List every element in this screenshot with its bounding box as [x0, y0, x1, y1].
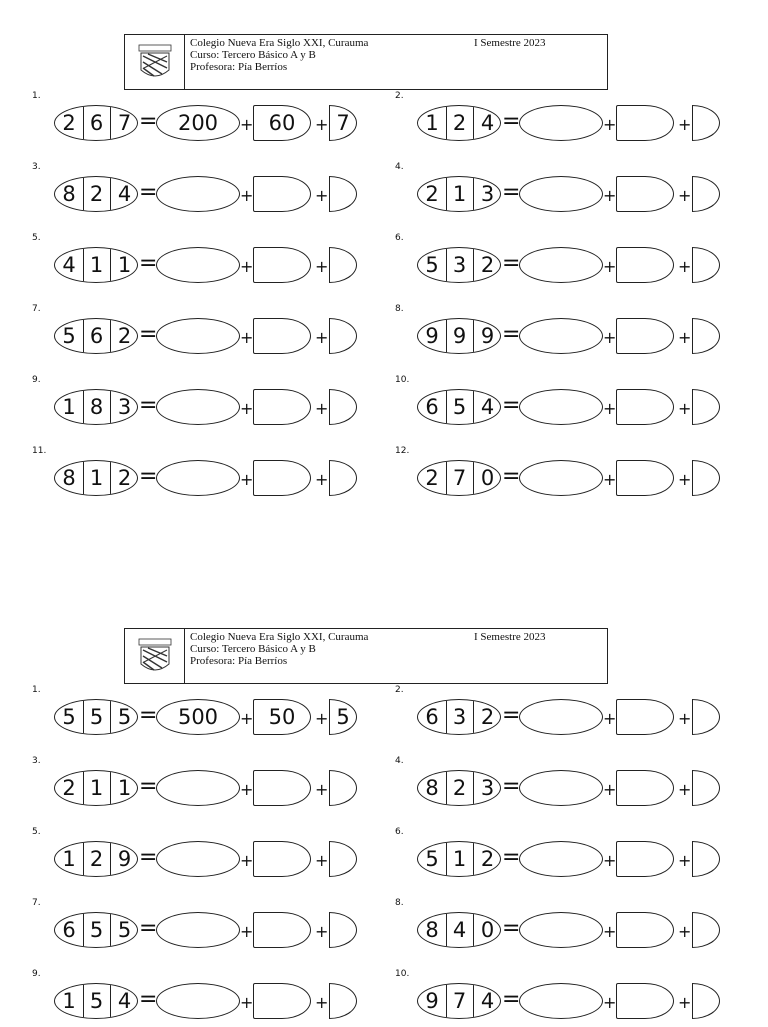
number-oval	[54, 770, 138, 806]
worksheet-header	[124, 34, 608, 90]
equals-sign: =	[502, 774, 521, 799]
plus-sign: +	[603, 257, 617, 276]
number-oval	[54, 983, 138, 1019]
exercise-item	[32, 233, 402, 291]
logo-cell	[125, 35, 185, 89]
exercise-item	[32, 827, 402, 885]
plus-sign: +	[315, 257, 329, 276]
exercise-item	[32, 756, 402, 814]
tens-answer-box[interactable]	[253, 247, 311, 283]
hundreds-digit: 1	[55, 390, 84, 424]
equals-sign: =	[502, 251, 521, 276]
number-oval	[417, 841, 501, 877]
ones-answer-box[interactable]	[692, 460, 720, 496]
hundreds-digit: 5	[55, 700, 84, 734]
number-oval	[417, 247, 501, 283]
hundreds-digit: 8	[55, 177, 84, 211]
number-oval	[54, 841, 138, 877]
semester-label: I Semestre 2023	[474, 37, 546, 49]
ones-digit: 2	[480, 705, 495, 729]
number-oval	[417, 699, 501, 735]
plus-sign: +	[315, 851, 329, 870]
plus-sign: +	[315, 993, 329, 1012]
ones-answer-box[interactable]	[329, 318, 357, 354]
tens-answer-box[interactable]	[616, 983, 674, 1019]
ones-answer-box[interactable]	[329, 460, 357, 496]
exercise-number: 2.	[395, 91, 404, 101]
equals-sign: =	[139, 393, 158, 418]
hundreds-answer-box[interactable]	[156, 460, 240, 496]
hundreds-answer-box[interactable]: 200	[156, 105, 240, 141]
exercise-number: 9.	[32, 969, 41, 979]
equals-sign: =	[502, 180, 521, 205]
plus-sign: +	[240, 709, 254, 728]
plus-sign: +	[240, 186, 254, 205]
tens-digit: 5	[83, 913, 111, 947]
exercise-item	[395, 898, 765, 956]
plus-sign: +	[603, 922, 617, 941]
ones-answer-box[interactable]	[329, 176, 357, 212]
tens-answer-box[interactable]: 60	[253, 105, 311, 141]
exercise-number: 7.	[32, 304, 41, 314]
exercise-number: 1.	[32, 91, 41, 101]
number-oval	[54, 699, 138, 735]
hundreds-digit: 1	[55, 984, 84, 1018]
tens-digit: 7	[446, 461, 474, 495]
exercise-item	[395, 233, 765, 291]
equals-sign: =	[139, 180, 158, 205]
plus-sign: +	[240, 399, 254, 418]
equals-sign: =	[139, 845, 158, 870]
exercise-number: 1.	[32, 685, 41, 695]
equals-sign: =	[139, 322, 158, 347]
hundreds-answer-box[interactable]	[519, 176, 603, 212]
plus-sign: +	[315, 922, 329, 941]
hundreds-digit: 4	[55, 248, 84, 282]
plus-sign: +	[603, 399, 617, 418]
equals-sign: =	[502, 393, 521, 418]
plus-sign: +	[678, 115, 692, 134]
course-name: Curso: Tercero Básico A y B	[190, 643, 316, 655]
ones-digit: 0	[480, 466, 495, 490]
ones-digit: 4	[480, 989, 495, 1013]
tens-digit: 7	[446, 984, 474, 1018]
school-name: Colegio Nueva Era Siglo XXI, Curauma	[190, 631, 369, 643]
exercise-item	[32, 375, 402, 433]
ones-digit: 9	[117, 847, 132, 871]
plus-sign: +	[240, 257, 254, 276]
exercise-item	[395, 304, 765, 362]
exercise-item	[395, 162, 765, 220]
hundreds-digit: 6	[55, 913, 84, 947]
hundreds-answer-box[interactable]	[519, 699, 603, 735]
ones-digit: 2	[117, 324, 132, 348]
ones-answer-box[interactable]	[692, 770, 720, 806]
tens-answer-box[interactable]	[616, 912, 674, 948]
ones-digit: 2	[480, 253, 495, 277]
number-oval	[54, 318, 138, 354]
plus-sign: +	[240, 328, 254, 347]
exercise-number: 7.	[32, 898, 41, 908]
hundreds-answer-box[interactable]	[156, 389, 240, 425]
hundreds-answer-box[interactable]	[156, 247, 240, 283]
exercise-number: 4.	[395, 756, 404, 766]
tens-digit: 3	[446, 248, 474, 282]
ones-answer-box[interactable]: 5	[329, 699, 357, 735]
plus-sign: +	[240, 115, 254, 134]
hundreds-digit: 8	[55, 461, 84, 495]
exercise-item	[395, 91, 765, 149]
tens-digit: 2	[83, 842, 111, 876]
school-crest-icon	[138, 638, 172, 676]
teacher-name: Profesora: Pía Berríos	[190, 655, 288, 667]
hundreds-answer-box[interactable]	[519, 460, 603, 496]
exercise-number: 5.	[32, 827, 41, 837]
hundreds-answer-box[interactable]: 500	[156, 699, 240, 735]
tens-answer-box[interactable]: 50	[253, 699, 311, 735]
equals-sign: =	[502, 987, 521, 1012]
hundreds-answer-box[interactable]	[156, 770, 240, 806]
ones-answer-box[interactable]	[692, 176, 720, 212]
equals-sign: =	[139, 251, 158, 276]
teacher-name: Profesora: Pía Berríos	[190, 61, 288, 73]
hundreds-answer-box[interactable]	[519, 318, 603, 354]
ones-answer-box[interactable]	[692, 105, 720, 141]
plus-sign: +	[678, 780, 692, 799]
ones-digit: 0	[480, 918, 495, 942]
ones-answer-box[interactable]	[692, 389, 720, 425]
plus-sign: +	[315, 709, 329, 728]
hundreds-digit: 8	[418, 771, 447, 805]
equals-sign: =	[502, 322, 521, 347]
school-crest-icon	[138, 44, 172, 82]
hundreds-answer-box[interactable]	[519, 105, 603, 141]
plus-sign: +	[678, 328, 692, 347]
number-oval	[54, 105, 138, 141]
plus-sign: +	[603, 115, 617, 134]
hundreds-digit: 5	[418, 842, 447, 876]
tens-digit: 6	[83, 319, 111, 353]
school-name: Colegio Nueva Era Siglo XXI, Curauma	[190, 37, 369, 49]
ones-answer-box[interactable]	[692, 841, 720, 877]
plus-sign: +	[678, 257, 692, 276]
hundreds-answer-box[interactable]	[519, 841, 603, 877]
tens-answer-box[interactable]	[616, 176, 674, 212]
hundreds-digit: 6	[418, 700, 447, 734]
ones-digit: 4	[117, 989, 132, 1013]
plus-sign: +	[315, 780, 329, 799]
plus-sign: +	[315, 470, 329, 489]
number-oval	[54, 460, 138, 496]
exercise-item	[395, 375, 765, 433]
number-oval	[417, 318, 501, 354]
exercise-number: 3.	[32, 756, 41, 766]
equals-sign: =	[502, 109, 521, 134]
ones-digit: 3	[480, 182, 495, 206]
ones-answer-box[interactable]	[329, 841, 357, 877]
equals-sign: =	[502, 916, 521, 941]
tens-digit: 2	[83, 177, 111, 211]
hundreds-answer-box[interactable]	[519, 247, 603, 283]
tens-digit: 1	[83, 771, 111, 805]
plus-sign: +	[240, 922, 254, 941]
exercise-item	[32, 969, 402, 1027]
header-info	[190, 631, 368, 667]
plus-sign: +	[603, 993, 617, 1012]
equals-sign: =	[502, 464, 521, 489]
equals-sign: =	[139, 703, 158, 728]
plus-sign: +	[240, 851, 254, 870]
plus-sign: +	[603, 851, 617, 870]
ones-digit: 4	[480, 395, 495, 419]
logo-cell	[125, 629, 185, 683]
tens-answer-box[interactable]	[616, 841, 674, 877]
ones-answer-box[interactable]	[692, 247, 720, 283]
tens-answer-box[interactable]	[616, 105, 674, 141]
tens-answer-box[interactable]	[253, 176, 311, 212]
exercise-number: 6.	[395, 233, 404, 243]
tens-digit: 2	[446, 106, 474, 140]
tens-digit: 3	[446, 700, 474, 734]
ones-digit: 1	[117, 253, 132, 277]
plus-sign: +	[603, 780, 617, 799]
exercise-item	[395, 827, 765, 885]
hundreds-answer-box[interactable]	[156, 318, 240, 354]
ones-digit: 3	[480, 776, 495, 800]
hundreds-answer-box[interactable]	[519, 983, 603, 1019]
hundreds-digit: 2	[55, 106, 84, 140]
tens-digit: 1	[446, 177, 474, 211]
number-oval	[417, 176, 501, 212]
course-name: Curso: Tercero Básico A y B	[190, 49, 316, 61]
tens-answer-box[interactable]	[253, 318, 311, 354]
exercise-number: 6.	[395, 827, 404, 837]
tens-answer-box[interactable]	[253, 460, 311, 496]
tens-answer-box[interactable]	[616, 699, 674, 735]
exercise-number: 5.	[32, 233, 41, 243]
tens-digit: 5	[83, 700, 111, 734]
hundreds-digit: 8	[418, 913, 447, 947]
exercise-item	[395, 969, 765, 1027]
exercise-number: 9.	[32, 375, 41, 385]
number-oval	[417, 770, 501, 806]
exercise-number: 8.	[395, 304, 404, 314]
hundreds-digit: 6	[418, 390, 447, 424]
semester-label: I Semestre 2023	[474, 631, 546, 643]
hundreds-digit: 9	[418, 984, 447, 1018]
tens-answer-box[interactable]	[616, 770, 674, 806]
exercise-item	[32, 91, 402, 149]
tens-answer-box[interactable]	[616, 247, 674, 283]
exercise-number: 11.	[32, 446, 47, 456]
plus-sign: +	[315, 115, 329, 134]
exercise-item	[32, 898, 402, 956]
ones-digit: 7	[117, 111, 132, 135]
tens-answer-box[interactable]	[616, 389, 674, 425]
hundreds-digit: 2	[418, 177, 447, 211]
plus-sign: +	[678, 399, 692, 418]
tens-digit: 4	[446, 913, 474, 947]
hundreds-digit: 2	[55, 771, 84, 805]
plus-sign: +	[603, 470, 617, 489]
ones-answer-box[interactable]	[692, 318, 720, 354]
exercise-number: 12.	[395, 446, 410, 456]
exercise-item	[395, 685, 765, 743]
equals-sign: =	[139, 464, 158, 489]
tens-digit: 2	[446, 771, 474, 805]
ones-answer-box[interactable]	[692, 912, 720, 948]
ones-digit: 9	[480, 324, 495, 348]
hundreds-digit: 1	[55, 842, 84, 876]
hundreds-digit: 1	[418, 106, 447, 140]
number-oval	[417, 105, 501, 141]
ones-answer-box[interactable]	[329, 389, 357, 425]
tens-answer-box[interactable]	[616, 460, 674, 496]
exercise-number: 10.	[395, 375, 410, 385]
ones-digit: 4	[117, 182, 132, 206]
tens-answer-box[interactable]	[253, 983, 311, 1019]
plus-sign: +	[240, 470, 254, 489]
plus-sign: +	[678, 186, 692, 205]
plus-sign: +	[315, 328, 329, 347]
plus-sign: +	[678, 709, 692, 728]
worksheet-header	[124, 628, 608, 684]
exercise-number: 2.	[395, 685, 404, 695]
ones-answer-box[interactable]	[329, 983, 357, 1019]
hundreds-answer-box[interactable]	[519, 389, 603, 425]
ones-answer-box[interactable]: 7	[329, 105, 357, 141]
ones-answer-box[interactable]	[329, 247, 357, 283]
tens-answer-box[interactable]	[253, 389, 311, 425]
tens-digit: 8	[83, 390, 111, 424]
number-oval	[54, 176, 138, 212]
number-oval	[54, 389, 138, 425]
plus-sign: +	[240, 993, 254, 1012]
ones-digit: 4	[480, 111, 495, 135]
plus-sign: +	[678, 993, 692, 1012]
exercise-number: 4.	[395, 162, 404, 172]
hundreds-digit: 5	[55, 319, 84, 353]
number-oval	[417, 389, 501, 425]
ones-answer-box[interactable]	[692, 699, 720, 735]
tens-answer-box[interactable]	[253, 912, 311, 948]
exercise-item	[32, 685, 402, 743]
tens-digit: 1	[83, 248, 111, 282]
hundreds-answer-box[interactable]	[156, 912, 240, 948]
header-info	[190, 37, 368, 73]
hundreds-digit: 2	[418, 461, 447, 495]
plus-sign: +	[678, 851, 692, 870]
exercise-item	[395, 446, 765, 504]
ones-digit: 2	[480, 847, 495, 871]
exercise-item	[32, 162, 402, 220]
plus-sign: +	[315, 186, 329, 205]
exercise-item	[395, 756, 765, 814]
tens-digit: 5	[83, 984, 111, 1018]
hundreds-digit: 9	[418, 319, 447, 353]
equals-sign: =	[139, 109, 158, 134]
plus-sign: +	[678, 470, 692, 489]
ones-digit: 2	[117, 466, 132, 490]
ones-digit: 5	[117, 705, 132, 729]
tens-digit: 1	[83, 461, 111, 495]
equals-sign: =	[502, 703, 521, 728]
equals-sign: =	[502, 845, 521, 870]
plus-sign: +	[603, 186, 617, 205]
number-oval	[54, 912, 138, 948]
ones-digit: 3	[117, 395, 132, 419]
tens-answer-box[interactable]	[253, 770, 311, 806]
number-oval	[54, 247, 138, 283]
hundreds-answer-box[interactable]	[156, 176, 240, 212]
ones-digit: 1	[117, 776, 132, 800]
number-oval	[417, 983, 501, 1019]
plus-sign: +	[240, 780, 254, 799]
tens-digit: 5	[446, 390, 474, 424]
hundreds-digit: 5	[418, 248, 447, 282]
number-oval	[417, 912, 501, 948]
tens-answer-box[interactable]	[253, 841, 311, 877]
ones-answer-box[interactable]	[329, 770, 357, 806]
exercise-number: 10.	[395, 969, 410, 979]
plus-sign: +	[603, 709, 617, 728]
equals-sign: =	[139, 774, 158, 799]
hundreds-answer-box[interactable]	[519, 912, 603, 948]
equals-sign: =	[139, 987, 158, 1012]
tens-digit: 6	[83, 106, 111, 140]
exercise-item	[32, 304, 402, 362]
hundreds-answer-box[interactable]	[156, 841, 240, 877]
hundreds-answer-box[interactable]	[156, 983, 240, 1019]
exercise-number: 3.	[32, 162, 41, 172]
exercise-item	[32, 446, 402, 504]
equals-sign: =	[139, 916, 158, 941]
ones-answer-box[interactable]	[692, 983, 720, 1019]
ones-digit: 5	[117, 918, 132, 942]
tens-answer-box[interactable]	[616, 318, 674, 354]
ones-answer-box[interactable]	[329, 912, 357, 948]
plus-sign: +	[678, 922, 692, 941]
number-oval	[417, 460, 501, 496]
plus-sign: +	[603, 328, 617, 347]
tens-digit: 9	[446, 319, 474, 353]
hundreds-answer-box[interactable]	[519, 770, 603, 806]
plus-sign: +	[315, 399, 329, 418]
tens-digit: 1	[446, 842, 474, 876]
exercise-number: 8.	[395, 898, 404, 908]
